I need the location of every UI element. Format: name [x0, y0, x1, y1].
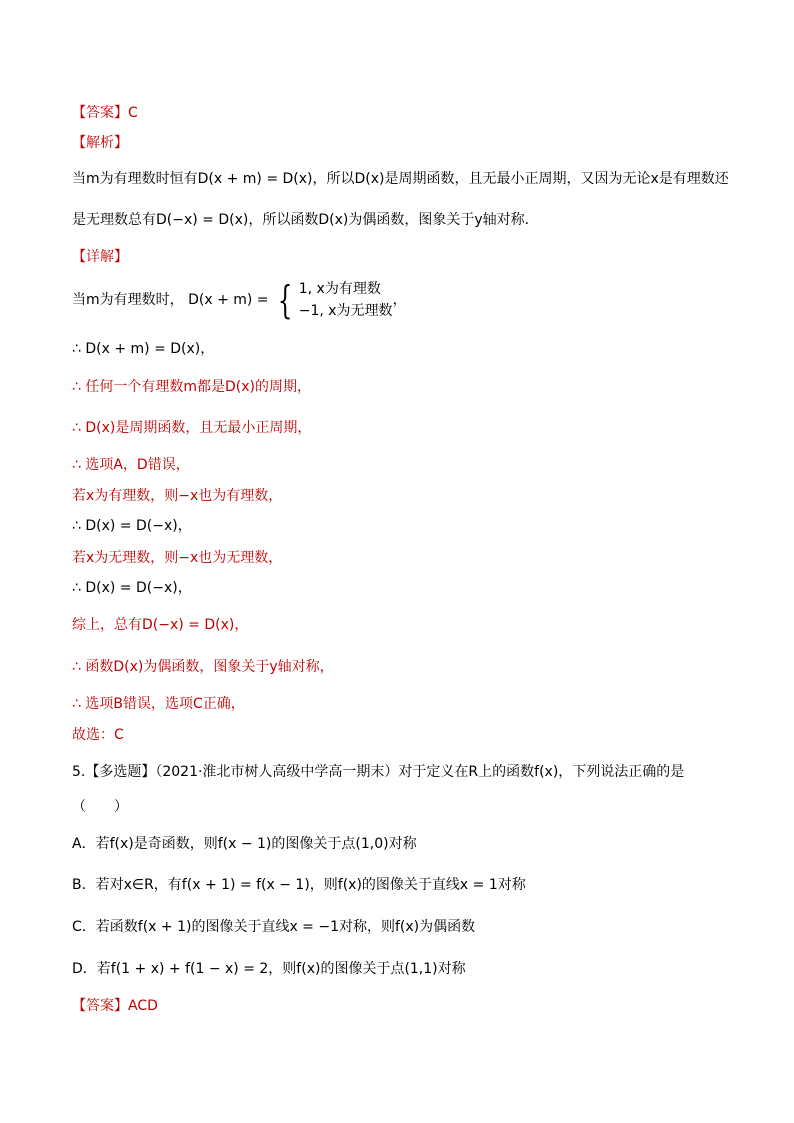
answer-value: C: [128, 105, 138, 121]
piecewise-formula: [188, 278, 406, 322]
piecewise-definition: [72, 278, 407, 322]
case-irrational: −1, x为无理数: [298, 303, 393, 319]
option-c: C．若函数f(x + 1)的图像关于直线x = −1对称，则f(x)为偶函数: [72, 919, 476, 935]
detail-line: ∴ D(x + m) = D(x)，: [72, 341, 215, 357]
answer-tag: 【答案】: [72, 998, 128, 1014]
detail-line: ∴ D(x)是周期函数，且无最小正周期，: [72, 420, 312, 436]
answer-tag: 【答案】: [72, 105, 128, 121]
detail-line: ∴ D(x) = D(−x)，: [72, 580, 192, 596]
brace-symbol: {: [277, 278, 292, 322]
detail-line: ∴ 任何一个有理数m都是D(x)的周期，: [72, 379, 311, 395]
analysis-line-1: 当m为有理数时恒有D(x + m) = D(x)，所以D(x)是周期函数，且无最小正周期，又因为无论x是有理数还: [72, 171, 729, 187]
detail-line: 故选：C: [72, 727, 124, 743]
detail-line: ∴ 选项B错误，选项C正确，: [72, 696, 245, 712]
detail-tag: 【详解】: [72, 249, 128, 265]
option-b: B．若对x∈R，有f(x + 1) = f(x − 1)，则f(x)的图像关于直线x = 1对称: [72, 877, 526, 893]
piecewise-cases: [299, 278, 393, 322]
option-a: A．若f(x)是奇函数，则f(x − 1)的图像关于点(1,0)对称: [72, 836, 417, 852]
question-blank: （ ）: [72, 799, 128, 815]
analysis-tag: 【解析】: [72, 135, 128, 151]
detail-line: ∴ D(x) = D(−x)，: [72, 518, 192, 534]
piecewise-suffix: ，: [392, 292, 407, 308]
detail-line: 若x为有理数，则−x也为有理数，: [72, 488, 283, 504]
answer-value: ACD: [128, 998, 158, 1014]
detail-line: 若x为无理数，则−x也为无理数，: [72, 550, 283, 566]
answer-line: [72, 103, 138, 123]
detail-line: ∴ 函数D(x)为偶函数，图象关于y轴对称，: [72, 659, 334, 675]
question-stem: 5.【多选题】（2021·淮北市树人高级中学高一期末）对于定义在R上的函数f(x)，下列说法正确的是: [72, 764, 685, 780]
case-rational: 1, x为有理数: [298, 281, 381, 297]
detail-line: ∴ 选项A，D错误，: [72, 457, 190, 473]
piecewise-prefix: 当m为有理数时，: [72, 292, 184, 308]
option-d: D．若f(1 + x) + f(1 − x) = 2，则f(x)的图像关于点(1,1)对称: [72, 961, 466, 977]
detail-line: 综上，总有D(−x) = D(x)，: [72, 617, 249, 633]
piecewise-lhs: D(x + m) =: [188, 292, 269, 308]
analysis-line-2: 是无理数总有D(−x) = D(x)，所以函数D(x)为偶函数，图象关于y轴对称．: [72, 212, 539, 228]
answer-line: [72, 996, 158, 1016]
